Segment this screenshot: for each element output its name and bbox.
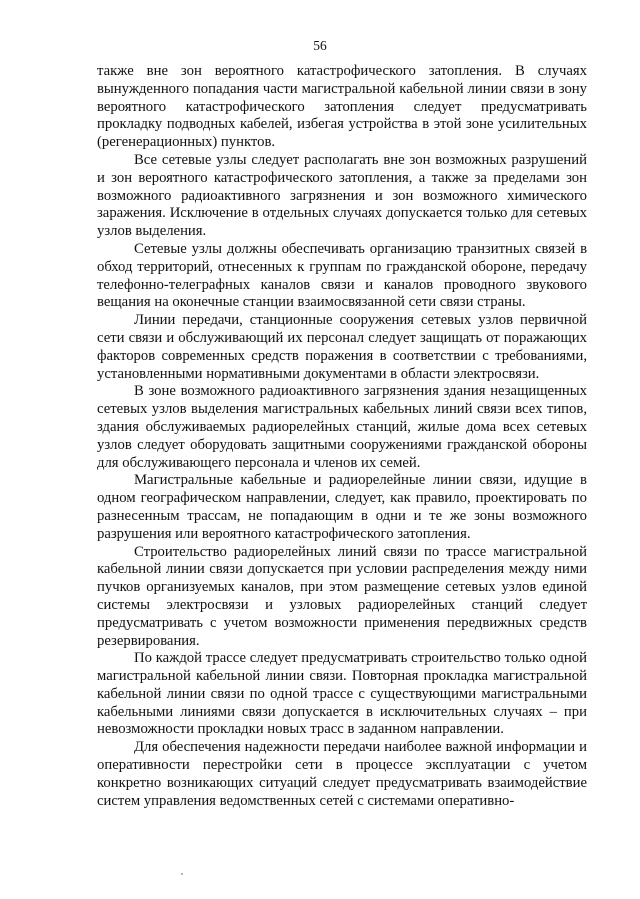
paragraph-radio-relay-construction: Строительство радиорелейных линий связи по трассе магистральной кабельной линии связи допускается при условии распределения между ними пучков организуемых каналов, при этом размещение сетевых узлов единой системы электросвязи и узловых радиорелейных станций следует предусматривать с учетом возможности применения передвижных средств резервирования.: [97, 543, 587, 649]
page-number: 56: [313, 38, 327, 53]
document-body: [97, 63, 587, 810]
paragraph-single-cable-per-route: По каждой трассе следует предусматривать строительство только одной магистральной кабельной линии связи. Повторная прокладка магистральной кабельной линии связи по одной трассе с существующими магистральными кабельными линиями связи допускается в исключительных случаях – при невозможности прокладки новых трасс в заданном направлении.: [97, 650, 587, 738]
paragraph-network-nodes-location: Все сетевые узлы следует располагать вне зон возможных разрушений и зон вероятного катастрофического затопления, а также за пределами зон возможного радиоактивного загрязнения и зон возможного химического заражения. Исключение в отдельных случаях допускается только для сетевых узлов выделения.: [97, 151, 587, 240]
paragraph-1-continuation: также вне зон вероятного катастрофического затопления. В случаях вынужденного попадания части магистральной кабельной линии связи в зону вероятного катастрофического затопления следует предусматривать прокладку подводных кабелей, избегая устройства в этой зоне усилительных (регенерационных) пунктов.: [97, 63, 587, 151]
paragraph-radioactive-zone-buildings: В зоне возможного радиоактивного загрязнения здания незащищенных сетевых узлов выделения магистральных кабельных линий связи всех типов, здания обслуживаемых радиорелейных станций, жилые дома всех сетевых узлов следует оборудовать защитными сооружениями гражданской обороны для обслуживающего персонала и членов их семей.: [97, 383, 587, 471]
scan-speck: [181, 873, 183, 875]
paragraph-network-nodes-transit: Сетевые узлы должны обеспечивать организацию транзитных связей в обход территорий, отнесенных к группам по гражданской обороне, передачу телефонно-телеграфных каналов связи и каналов проводного звукового вещания на оконечные станции взаимосвязанной сети связи страны.: [97, 240, 587, 311]
paragraph-reliability-interaction: Для обеспечения надежности передачи наиболее важной информации и оперативности перестройки сети в процессе эксплуатации с учетом конкретно возникающих ситуаций следует предусматривать взаимодействие систем управления ведомственных сетей с системами оперативно-: [97, 739, 587, 809]
paragraph-transmission-lines-protection: Линии передачи, станционные сооружения сетевых узлов первичной сети связи и обслуживающий их персонал следует защищать от поражающих факторов современных средств поражения в соответствии с требованиями, установленными нормативными документами в области электросвязи.: [97, 312, 587, 382]
paragraph-separated-routes: Магистральные кабельные и радиорелейные линии связи, идущие в одном географическом направлении, следует, как правило, проектировать по разнесенным трассам, не попадающим в одни и те же зоны возможного разрушения или вероятного катастрофического затопления.: [97, 472, 587, 542]
